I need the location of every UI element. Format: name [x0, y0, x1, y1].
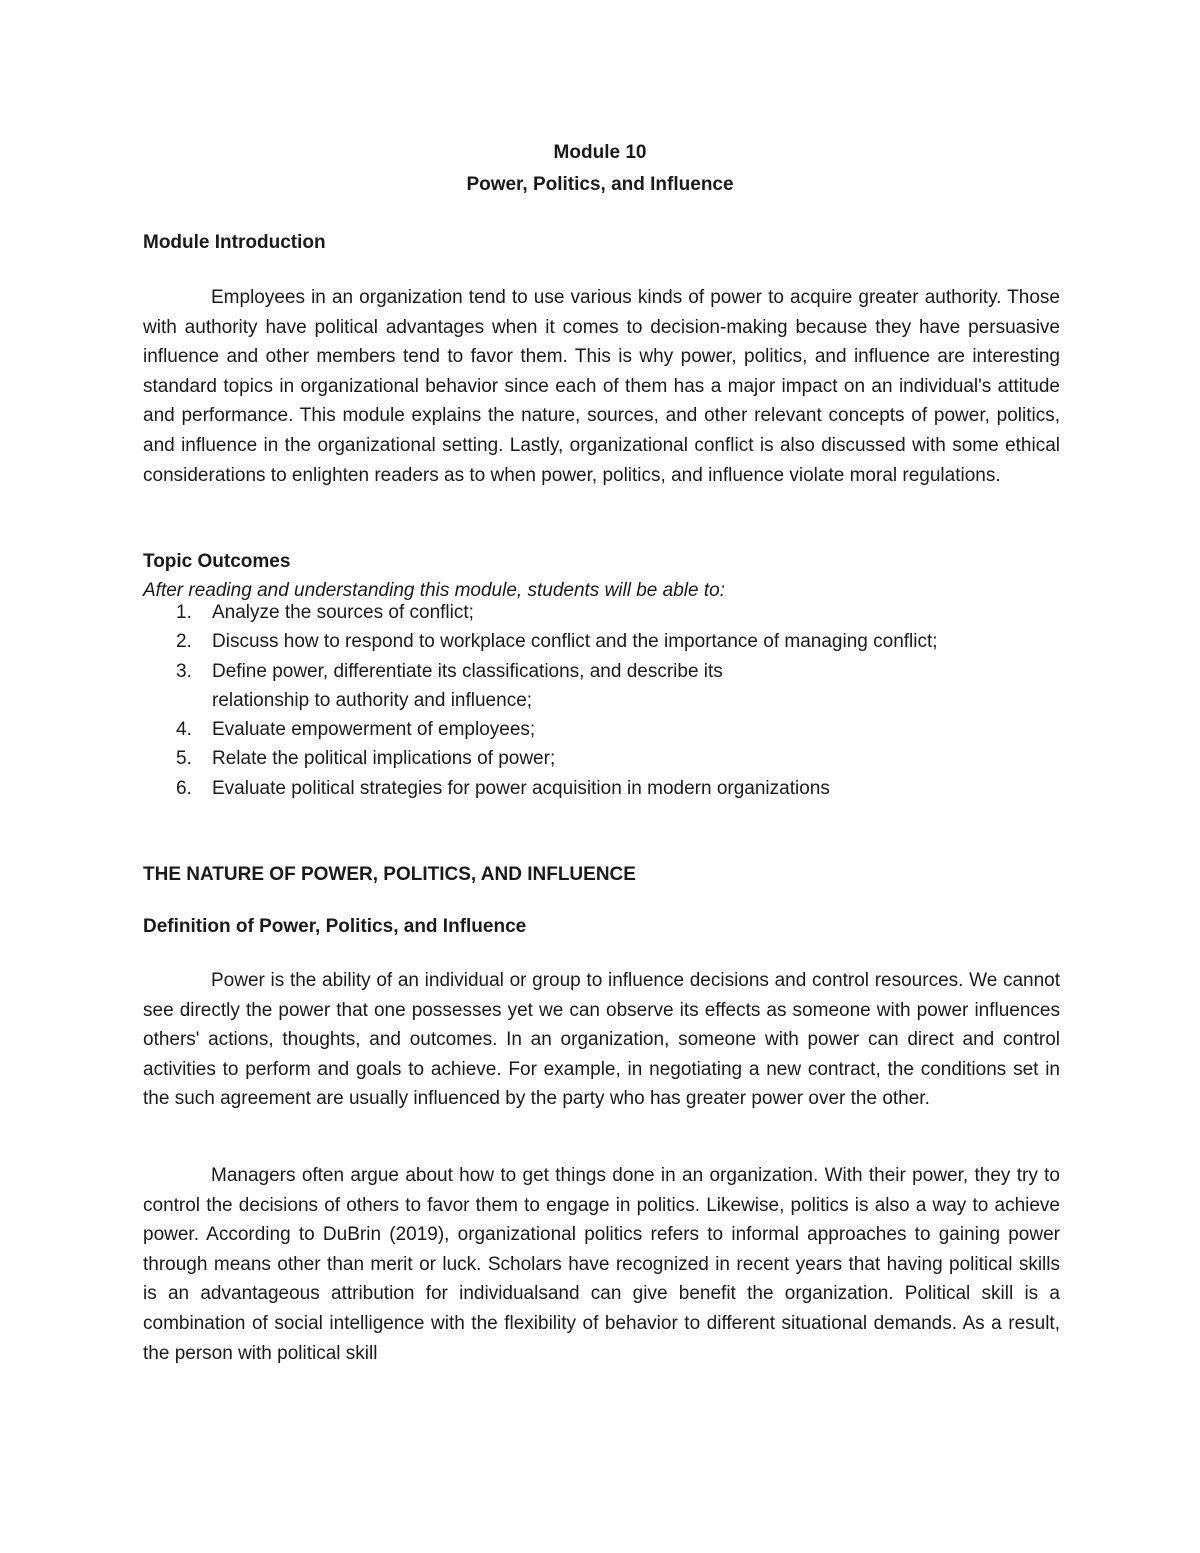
- list-text: Relate the political implications of power;: [212, 748, 556, 770]
- list-number: 5.: [176, 748, 192, 770]
- section-heading: THE NATURE OF POWER, POLITICS, AND INFLUENCE: [143, 864, 636, 885]
- list-number: 2.: [176, 631, 192, 653]
- subsection-heading: Definition of Power, Politics, and Influence: [143, 916, 527, 937]
- module-number-title: Module 10: [553, 142, 647, 163]
- list-text: Evaluate political strategies for power acquisition in modern organizations: [212, 777, 830, 799]
- list-text: Analyze the sources of conflict;: [212, 602, 474, 623]
- list-number: 4.: [176, 719, 192, 741]
- list-number: 1.: [176, 602, 192, 623]
- paragraph-managers: Managers often argue about how to get things done in an organization. With their power, they try to control the decisions of others to favor them to engage in politics. Likewise, politics is also a way to achieve power. According to DuBrin (2019), organizational politics refers to informal approaches to gaining power through means other than merit or luck. Scholars have recognized in recent years that having political skills is an advantageous attribution for individualsand can give benefit the organization. Political skill is a combination of social intelligence with the flexibility of behavior to different situational demands. As a result, the person with political skill: [143, 1165, 1060, 1364]
- module-title: Power, Politics, and Influence: [466, 174, 734, 195]
- outcomes-list: [143, 598, 1043, 803]
- intro-paragraph: Employees in an organization tend to use various kinds of power to acquire greater authority. Those with authority have political advantages when it comes to decision-making because they have persuasive influence and other members tend to favor them. This is why power, politics, and influence are interesting standard topics in organizational behavior since each of them has a major impact on an individual's attitude and performance. This module explains the nature, sources, and other relevant concepts of power, politics, and influence in the organizational setting. Lastly, organizational conflict is also discussed with some ethical considerations to enlighten readers as to when power, politics, and influence violate moral regulations.: [143, 287, 1060, 486]
- list-text: Evaluate empowerment of employees;: [212, 719, 536, 741]
- list-text: Discuss how to respond to workplace conflict and the importance of managing conflict;: [212, 631, 938, 653]
- list-number: 6.: [176, 777, 192, 799]
- list-text: Define power, differentiate its classifications, and describe its relationship to authority and influence;: [212, 660, 723, 711]
- paragraph-power: Power is the ability of an individual or group to influence decisions and control resources. We cannot see directly the power that one possesses yet we can observe its effects as someone with power influences others' actions, thoughts, and outcomes. In an organization, someone with power can direct and control activities to perform and goals to achieve. For example, in negotiating a new contract, the conditions set in the such agreement are usually influenced by the party who has greater power over the other.: [143, 970, 1060, 1110]
- list-item: [143, 715, 1043, 744]
- list-item: [143, 774, 1043, 803]
- list-item: [143, 657, 1043, 716]
- outcomes-heading: Topic Outcomes: [143, 551, 291, 572]
- list-item: [143, 627, 1043, 656]
- outcomes-intro: After reading and understanding this module, students will be able to:: [143, 580, 725, 601]
- list-item: [143, 598, 1043, 627]
- list-item: [143, 744, 1043, 773]
- intro-heading: Module Introduction: [143, 232, 326, 253]
- list-number: 3.: [176, 660, 192, 682]
